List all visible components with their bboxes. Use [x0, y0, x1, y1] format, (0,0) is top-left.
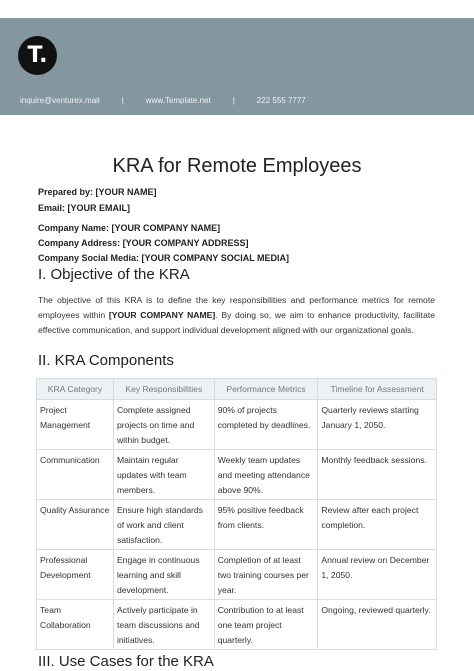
objective-text: The objective of this KRA is to define the key responsibilities and performance metrics for remote employees within [38, 295, 435, 320]
components-heading: II. KRA Components [38, 352, 174, 369]
column-header: Timeline for Assessment [318, 379, 437, 400]
separator: | [232, 96, 235, 105]
table-cell: Maintain regular updates with team members. [113, 450, 214, 500]
table-row [37, 450, 437, 500]
contact-email[interactable]: inquire@venturex.mail [20, 96, 100, 105]
table-cell: 95% positive feedback from clients. [214, 500, 318, 550]
contact-phone: 222 555 7777 [256, 96, 306, 105]
contact-bar [20, 96, 306, 105]
use-cases-heading: III. Use Cases for the KRA [38, 653, 214, 670]
prepared-by: Prepared by: [YOUR NAME] [38, 187, 157, 197]
table-cell: Ensure high standards of work and client satisfaction. [113, 500, 214, 550]
objective-paragraph [38, 293, 435, 338]
table-row [37, 550, 437, 600]
table-cell: Communication [37, 450, 114, 500]
objective-text: . By doing so, we aim to enhance productivity, facilitate effective communication, and support individual development aligned with our organizational goals. [38, 310, 436, 335]
prepared-email: Email: [YOUR EMAIL] [38, 203, 131, 213]
logo-icon: T. [18, 36, 57, 75]
table-cell: Quality Assurance [37, 500, 114, 550]
table-cell: Quarterly reviews starting January 1, 2050. [318, 400, 437, 450]
column-header: KRA Category [37, 379, 114, 400]
table-cell: Engage in continuous learning and skill development. [113, 550, 214, 600]
header-banner [0, 18, 474, 115]
table-row [37, 400, 437, 450]
table-header-row [37, 379, 437, 400]
table-cell: Weekly team updates and meeting attendance above 90%. [214, 450, 318, 500]
table-cell: Monthly feedback sessions. [318, 450, 437, 500]
table-cell: Contribution to at least one team project quarterly. [214, 600, 318, 650]
table-row [37, 600, 437, 650]
table-cell: Project Management [37, 400, 114, 450]
document-title: KRA for Remote Employees [112, 155, 362, 177]
table-cell: Review after each project completion. [318, 500, 437, 550]
table-cell: Team Collaboration [37, 600, 114, 650]
table-row [37, 500, 437, 550]
company-name: Company Name: [YOUR COMPANY NAME] [38, 223, 221, 233]
objective-company: [YOUR COMPANY NAME] [108, 310, 216, 320]
contact-website[interactable]: www.Template.net [145, 96, 211, 105]
table-cell: Annual review on December 1, 2050. [318, 550, 437, 600]
company-social: Company Social Media: [YOUR COMPANY SOCIAL MEDIA] [38, 253, 290, 263]
company-address: Company Address: [YOUR COMPANY ADDRESS] [38, 238, 249, 248]
table-cell: Actively participate in team discussions and initiatives. [113, 600, 214, 650]
separator: | [121, 96, 124, 105]
table-cell: Ongoing, reviewed quarterly. [318, 600, 437, 650]
objective-heading: I. Objective of the KRA [38, 266, 190, 283]
column-header: Key Responsibilities [113, 379, 214, 400]
table-cell: Completion of at least two training courses per year. [214, 550, 318, 600]
table-cell: 90% of projects completed by deadlines. [214, 400, 318, 450]
table-cell: Professional Development [37, 550, 114, 600]
column-header: Performance Metrics [214, 379, 318, 400]
table-cell: Complete assigned projects on time and within budget. [113, 400, 214, 450]
kra-table [36, 378, 437, 650]
